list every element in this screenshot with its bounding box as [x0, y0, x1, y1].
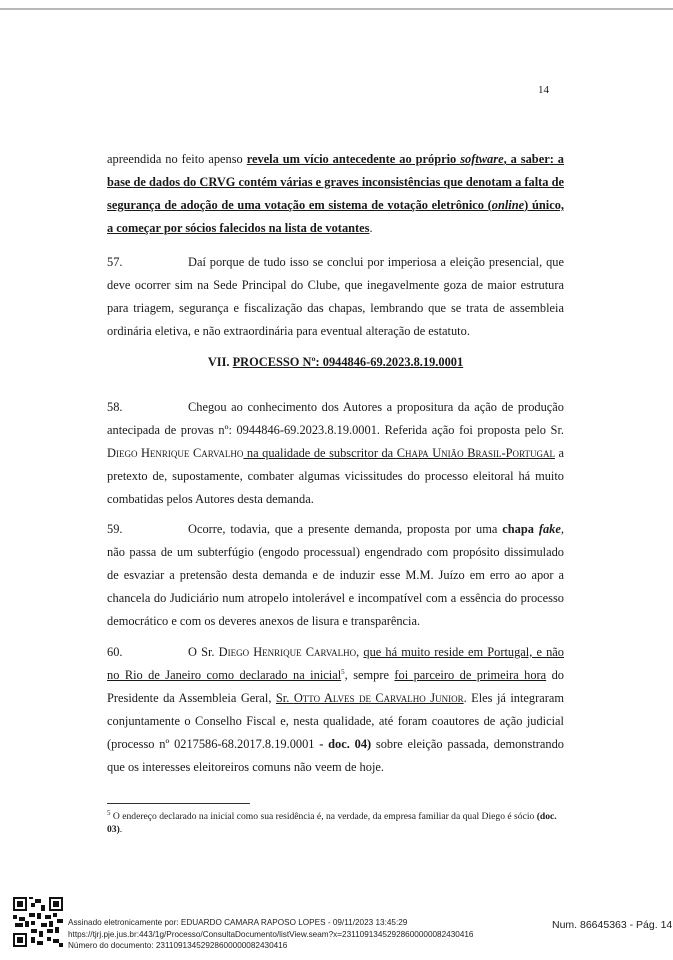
intro-emphasis-3: ) único, a começar por sócios falecidos na lista de votantes: [107, 198, 564, 235]
paragraph-text-cont: , não passa de um subterfúgio (engodo processual) engendrado com propósito dissimulado de esvaziar a pretensão desta demanda e de induzir esse M.M. Juízo em erro ao apor a chancela do Judiciário num atropelo intolerável e incompatível com a essência do processo democrático e com os deveres anexos de lisura e transparência.: [107, 522, 564, 628]
paragraph-text: , sempre: [344, 668, 395, 682]
paragraph-57: [107, 251, 564, 343]
paragraph-number: 60.: [107, 645, 123, 659]
footnote-end: .: [119, 824, 123, 835]
paragraph-text: Ocorre, todavia, que a presente demanda, proposta por uma: [188, 522, 503, 536]
footnote-text: O endereço declarado na inicial como sua residência é, na verdade, da empresa familiar da qual Diego é sócio: [110, 811, 537, 822]
paragraph-number: 58.: [107, 400, 123, 414]
intro-text: apreendida no feito apenso: [107, 152, 247, 166]
paragraph-text: do Presidente da Assembleia Geral,: [107, 668, 564, 705]
person-name: Otto Alves de Carvalho Junior: [293, 691, 464, 705]
paragraph-text: O Sr.: [188, 645, 219, 659]
underlined-text: Sr.: [275, 691, 294, 705]
page-reference: Num. 86645363 - Pág. 14: [552, 919, 673, 931]
qr-code-icon: [13, 897, 63, 947]
verification-url[interactable]: https://tjrj.pje.jus.br:443/1g/Processo/ConsultaDocumento/listView.seam?x=23110913452928600000082430416: [68, 929, 474, 939]
underlined-text: que há muito reside em Portugal, e não no Rio de Janeiro como declarado na inicial: [107, 645, 564, 682]
paragraph-58: [107, 396, 564, 511]
paragraph-60: [107, 641, 564, 779]
paragraph-text: Chegou ao conhecimento dos Autores a propositura da ação de produção antecipada de provas nº: 0944846-69.2023.8.19.0001. Referida ação foi proposta pelo Sr.: [107, 400, 564, 437]
footnote-marker: 5: [107, 808, 111, 817]
intro-emphasis-2: , a saber: a base de dados do CRVG contém várias e graves inconsistências que denotam a falta de segurança de adoção de uma votação em sistema de votação eletrônico (: [107, 152, 564, 212]
doc-reference: - doc. 04): [319, 737, 372, 751]
signature-block: [68, 917, 473, 952]
footnote-divider: [107, 803, 250, 804]
chapa-name: Chapa União Brasil-Portugal: [396, 446, 555, 460]
paragraph-text-cont: a pretexto de, supostamente, combater algumas vicissitudes do processo eleitoral há muito combatidas pelos Autores desta demanda.: [107, 446, 564, 506]
paragraph-text: Daí porque de tudo isso se conclui por imperiosa a eleição presencial, que deve ocorrer sim na Sede Principal do Clube, que inegavelmente goza de maior estrutura para triagem, segurança e fiscalização das chapas, lembrando que se trata de assembleia ordinária eletiva, e não extraordinária para eventual alteração de estatuto.: [107, 255, 564, 338]
footnote-ref[interactable]: 5: [341, 667, 345, 676]
page-number: 14: [538, 84, 549, 96]
intro-paragraph: [107, 148, 564, 240]
person-name: Diego Henrique Carvalho: [107, 446, 244, 460]
comma: ,: [356, 645, 364, 659]
fake-text: fake: [538, 522, 561, 536]
paragraph-text-cont: sobre eleição passada, demonstrando que os interesses eleitoreiros comuns não veem de hoje.: [107, 737, 564, 774]
underlined-text: foi parceiro de primeira hora: [394, 668, 547, 682]
section-heading: [107, 355, 564, 370]
intro-software: software: [460, 152, 504, 166]
signed-by: Assinado eletronicamente por: EDUARDO CAMARA RAPOSO LOPES - 09/11/2023 13:45:29: [68, 918, 408, 927]
intro-end: .: [369, 221, 373, 235]
document-number: Número do documento: 23110913452928600000082430416: [68, 941, 288, 950]
paragraph-59: [107, 518, 564, 633]
bold-text: chapa: [502, 522, 539, 536]
intro-online: online: [491, 198, 525, 212]
paragraph-number: 57.: [107, 255, 123, 269]
paragraph-number: 59.: [107, 522, 123, 536]
paragraph-text: . Eles já integraram conjuntamente o Conselho Fiscal e, nesta qualidade, até foram coautores de ação judicial (processo nº 0217586-68.2017.8.19.0001: [107, 691, 565, 751]
intro-emphasis-1: revela um vício antecedente ao próprio: [246, 152, 461, 166]
person-name: Diego Henrique Carvalho: [218, 645, 357, 659]
footnote-doc-ref: (doc. 03): [107, 811, 557, 835]
underlined-text: na qualidade de subscritor da: [243, 446, 397, 460]
viewer-top-bar: [0, 0, 673, 10]
section-prefix: VII.: [207, 355, 233, 369]
section-title: PROCESSO Nº: 0944846-69.2023.8.19.0001: [232, 355, 464, 369]
footnote: [107, 810, 564, 836]
